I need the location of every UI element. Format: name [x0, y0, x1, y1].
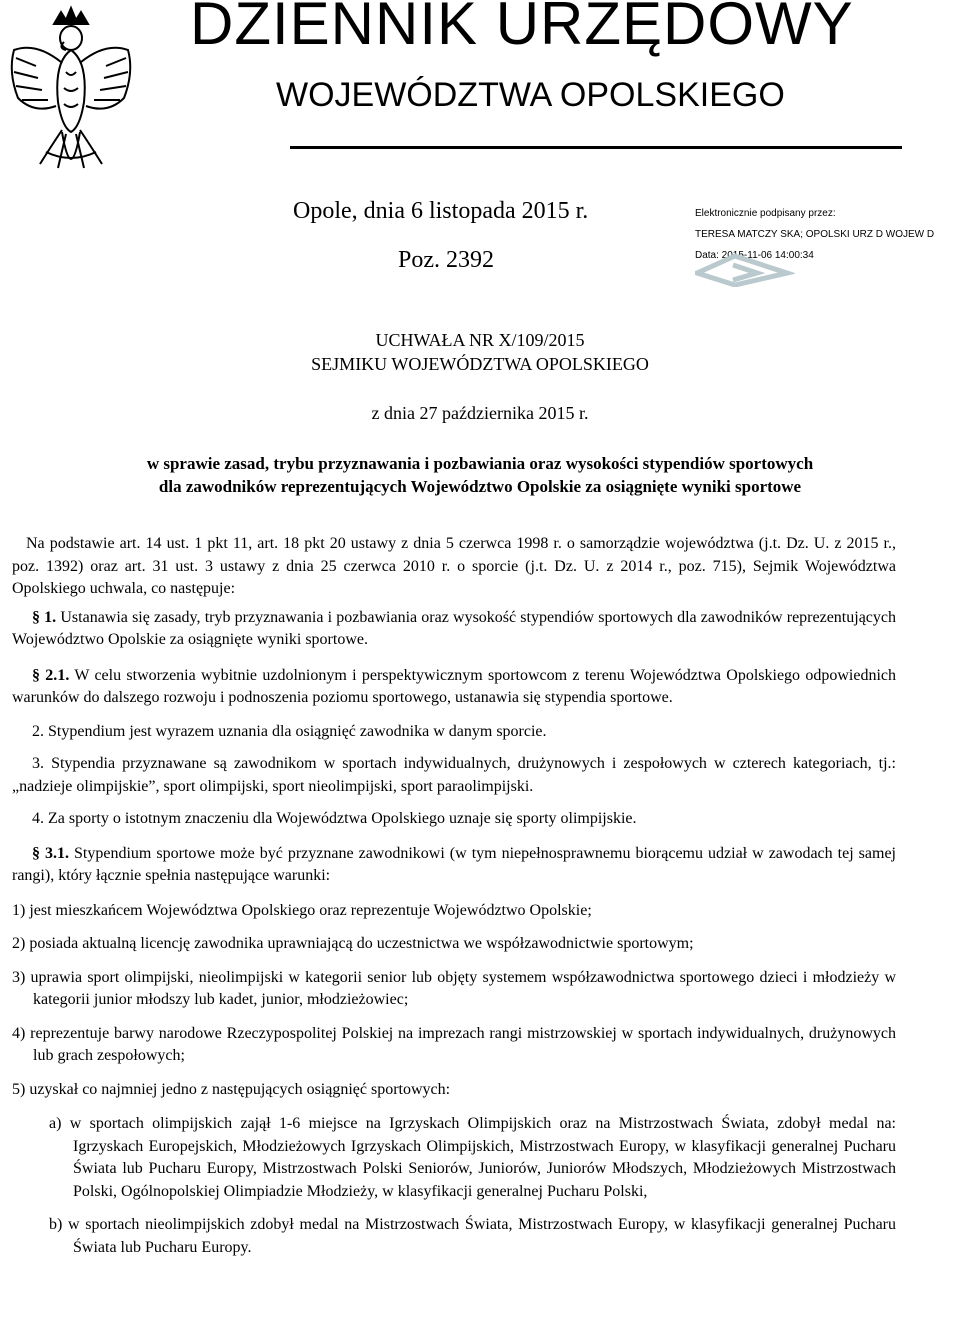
section-2-par-4: 4. Za sporty o istotnym znaczeniu dla Województwa Opolskiego uznaje się sporty olimpijskie.	[32, 810, 637, 827]
electronic-signature-stamp	[695, 203, 960, 293]
achievement-item-b: b) w sportach nieolimpijskich zdobył medal na Mistrzostwach Świata, Mistrzostwach Europy, w klasyfikacji generalnej Pucharu Świata lub Pucharu Europy.	[49, 1216, 896, 1256]
section-3-par-1-text: Stypendium sportowe może być przyznane zawodnikowi (w tym niepełnosprawnemu biorącemu udział w zawodach tej samej rangi), który łącznie spełnia następujące warunki:	[12, 844, 896, 884]
signature-signer: TERESA MATCZY SKA; OPOLSKI URZ D WOJEW D	[695, 229, 935, 240]
resolution-title	[0, 328, 960, 376]
position-number: Poz. 2392	[398, 247, 494, 273]
section-2-mark: § 2.	[32, 666, 58, 684]
section-2-par-3: 3. Stypendia przyznawane są zawodnikom w sportach indywidualnych, drużynowych i zespołowych w czterech kategoriach, tj.: „nadzieje olimpijskie”, sport olimpijski, sport nieolimpijski, sport paraolimpijski.	[12, 755, 896, 795]
section-2-par-1-text: W celu stworzenia wybitnie uzdolnionym i perspektywicznym sportowcom z terenu Województwa Opolskiego odpowiednich warunków do dalszego rozwoju i podnoszenia poziomu sportowego, ustanawia się stypendia sportowe.	[12, 666, 897, 706]
section-3-mark: § 3.	[32, 844, 58, 862]
condition-item-4: 4) reprezentuje barwy narodowe Rzeczypospolitej Polskiej na imprezach rangi mistrzowskiej w sportach indywidualnych, drużynowych lub grach zespołowych;	[12, 1024, 896, 1064]
journal-subtitle: WOJEWÓDZTWA OPOLSKIEGO	[276, 76, 785, 114]
section-2-par-1-num: 1.	[57, 666, 70, 684]
masthead-rule	[290, 146, 902, 149]
achievement-item-a: a) w sportach olimpijskich zajął 1-6 miejsce na Igrzyskach Olimpijskich oraz na Mistrzostwach Świata, zdobył medal na: Igrzyskach Europejskich, Młodzieżowych Igrzyskach Olimpijskich, Mistrzostwach Europy, w klasyfikacji generalnej Pucharu Świata lub Pucharu Europy, Mistrzostwach Polski Seniorów, Juniorów, Juniorów Młodszych, Młodzieżowych Mistrzostwach Polski, Ogólnopolskiej Olimpiadzie Młodzieży, w klasyfikacji generalnej Pucharu Polski,	[49, 1115, 896, 1200]
condition-item-5: 5) uzyskał co najmniej jedno z następujących osiągnięć sportowych:	[12, 1080, 451, 1098]
resolution-title-line1: UCHWAŁA NR X/109/2015	[375, 330, 585, 350]
eagle-emblem-icon	[6, 2, 136, 192]
section-2-par-2: 2. Stypendium jest wyrazem uznania dla osiągnięć zawodnika w danym sporcie.	[32, 722, 547, 740]
resolution-subject-line2: dla zawodników reprezentujących Województwo Opolskie za osiągnięte wyniki sportowe	[158, 477, 802, 496]
section-1-text: Ustanawia się zasady, tryb przyznawania i pozbawiania oraz wysokość stypendiów sportowych dla zawodników reprezentujących Województwo Opolskie za osiągnięte wyniki sportowe.	[12, 608, 897, 648]
signature-date: Data: 2015-11-06 14:00:34	[695, 250, 814, 261]
signature-label: Elektronicznie podpisany przez:	[695, 208, 836, 219]
condition-item-2: 2) posiada aktualną licencję zawodnika uprawniającą do uczestnictwa we współzawodnictwie sportowym;	[12, 935, 694, 952]
resolution-date: z dnia 27 października 2015 r.	[371, 403, 589, 423]
place-date: Opole, dnia 6 listopada 2015 r.	[293, 198, 589, 224]
resolution-body	[12, 533, 896, 1259]
section-2-par-1	[12, 665, 896, 710]
preamble: Na podstawie art. 14 ust. 1 pkt 11, art. 18 pkt 20 ustawy z dnia 5 czerwca 1998 r. o samorządzie województwa (j.t. Dz. U. z 2015 r., poz. 1392) oraz art. 31 ust. 3 ustawy z dnia 25 czerwca 2010 r. o sporcie (j.t. Dz. U. z 2014 r., poz. 715), Sejmik Województwa Opolskiego uchwala, co następuje:	[12, 535, 896, 597]
section-1-mark: § 1.	[32, 608, 57, 626]
resolution-title-line2: SEJMIKU WOJEWÓDZTWA OPOLSKIEGO	[311, 354, 649, 374]
resolution-subject-line1: w sprawie zasad, trybu przyznawania i pozbawiania oraz wysokości stypendiów sportowych	[146, 454, 814, 473]
signature-watermark-icon	[695, 253, 795, 287]
section-3-par-1-num: 1.	[57, 844, 70, 862]
section-3-par-1	[12, 843, 896, 888]
section-1	[12, 607, 896, 652]
resolution-subject	[0, 452, 960, 498]
condition-item-3: 3) uprawia sport olimpijski, nieolimpijski w kategorii senior lub objęty systemem współzawodnictwa sportowego dzieci i młodzieży w kategorii junior młodszy lub kadet, junior, młodzieżowiec;	[12, 968, 896, 1008]
condition-item-1: 1) jest mieszkańcem Województwa Opolskiego oraz reprezentuje Województwo Opolskie;	[12, 901, 592, 919]
journal-title: DZIENNIK URZĘDOWY	[190, 0, 854, 57]
